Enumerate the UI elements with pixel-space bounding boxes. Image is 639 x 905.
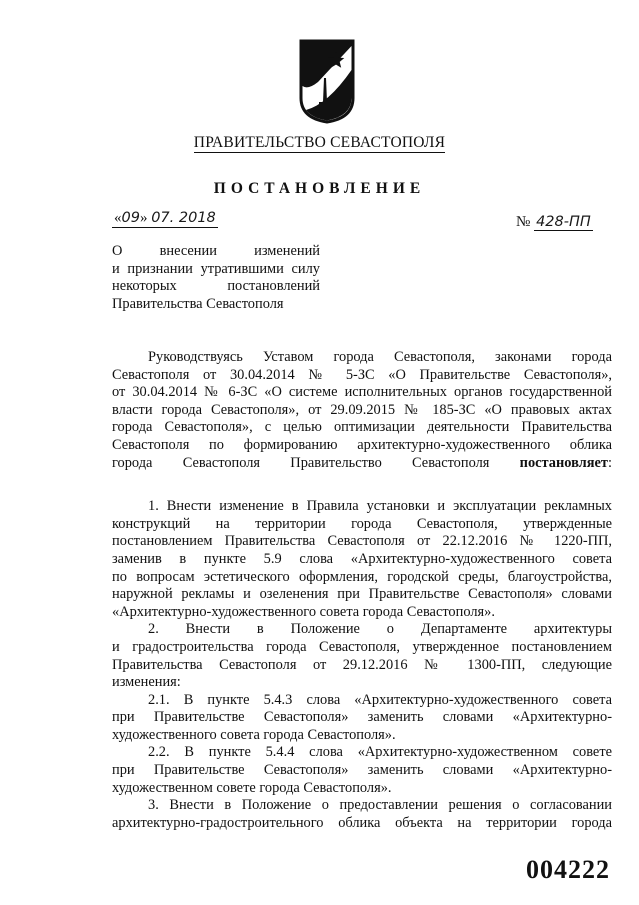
subject-line: и признании утратившими силу xyxy=(112,260,320,277)
subject-line: Правительства Севастополя xyxy=(112,295,284,312)
government-name: ПРАВИТЕЛЬСТВО СЕВАСТОПОЛЯ xyxy=(193,134,446,151)
date-month-year: 07. 2018 xyxy=(151,210,216,226)
number-value: 428-ПП xyxy=(536,214,591,230)
decree-verb: постановляет xyxy=(519,454,608,471)
sevastopol-coat-of-arms-icon xyxy=(298,38,356,124)
item-2-2-paragraph: 2.2. В пункте 5.4.4 слова «Архитектурно-художественном совете при Правительстве Севастополя» заменить словами «Архитектурно- художественном совете города Севастополя». xyxy=(112,744,612,796)
item-3-paragraph: 3. Внести в Положение о предоставлении решения о согласовании архитектурно-градостроительного облика объекта на территории города xyxy=(112,797,612,831)
document-subject xyxy=(112,243,320,313)
item-2-1-paragraph: 2.1. В пункте 5.4.3 слова «Архитектурно-художественного совета при Правительстве Севастополя» заменить словами «Архитектурно- художественного совета города Севастополя». xyxy=(112,691,612,743)
document-number: № 428-ПП xyxy=(516,214,591,230)
monument-base xyxy=(319,102,331,108)
item-1-paragraph: 1. Внести изменение в Правила установки и эксплуатации рекламных конструкций на территории города Севастополя, утвержденные постановлением Правительства Севастополя от 22.12.2016 № 1220-ПП, заменив в пункте 5.9 слова «Архитектурно-художественного совета по вопросам эстетического оформления, городской среды, благоустройства, наружной рекламы и озеленения при Правительстве Севастополя» словами «Архитектурно-художественного совета города Севастополя». xyxy=(112,498,612,620)
date-day: 09 xyxy=(121,210,140,226)
item-2-paragraph: 2. Внести в Положение о Департаменте архитектуры и градостроительства города Севастополя, утвержденное постановлением Правительства Севастополя от 29.12.2016 № 1300-ПП, следующие изменения: xyxy=(112,621,612,691)
document-date: «09» 07. 2018 xyxy=(114,210,216,226)
document-body xyxy=(112,349,612,832)
subject-line: некоторых постановлений xyxy=(112,278,320,295)
subject-line: О внесении изменений xyxy=(112,243,320,259)
document-type: ПОСТАНОВЛЕНИЕ xyxy=(213,180,426,197)
preamble-paragraph: Руководствуясь Уставом города Севастополя, законами города Севастополя от 30.04.2014 № 5-ЗС «О Правительстве Севастополя», от 30.04.2014 № 6-ЗС «О системе исполнительных органов государственной власти города Севастополя», от 29.09.2015 № 185-ЗС «О правовых актах города Севастополя», с целью оптимизации деятельности Правительства Севастополя по формированию архитектурно-художественного облика города Севастополя Правительство Севастополя постановляет: xyxy=(112,349,612,471)
serial-number: 004222 xyxy=(526,855,610,884)
